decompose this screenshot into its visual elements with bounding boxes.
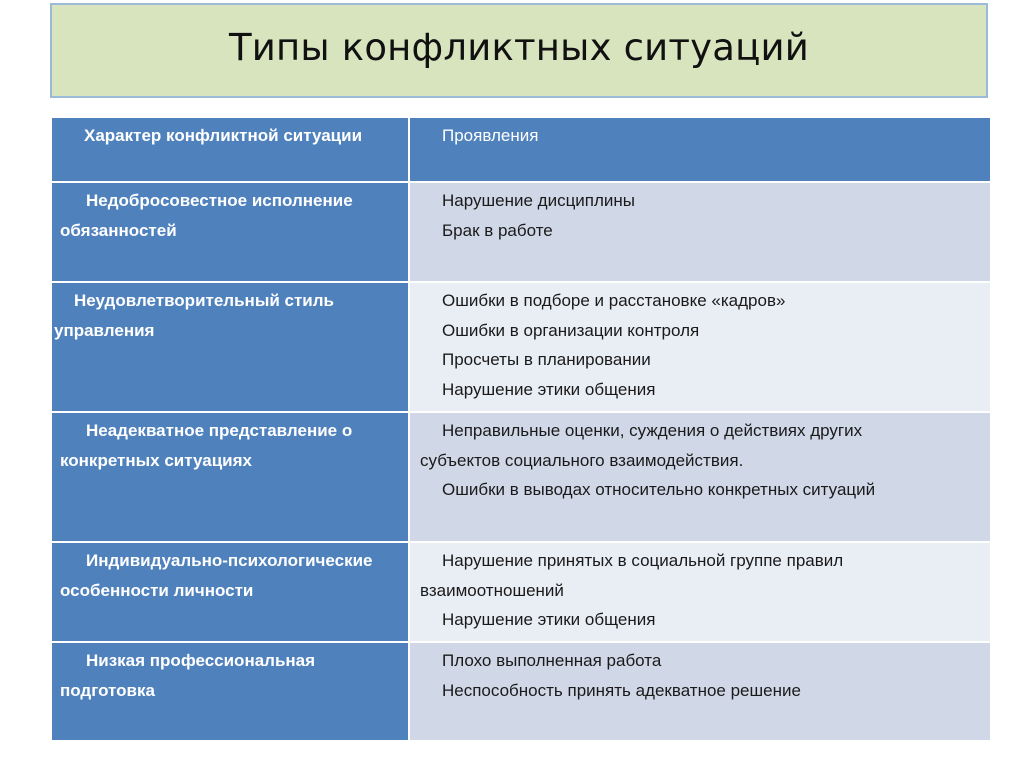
cause-text: обязанностей xyxy=(60,220,177,240)
cause-text: особенности личности xyxy=(60,580,254,600)
table-row xyxy=(51,412,991,542)
cause-text: Низкая профессиональная xyxy=(86,651,316,670)
table-row xyxy=(51,642,991,741)
manifestation-item: Неспособность принять адекватное решение xyxy=(442,680,801,700)
manifestation-item: субъектов социального взаимодействия. xyxy=(420,450,744,470)
manifestation-item: Брак в работе xyxy=(442,220,553,240)
manifestations-cell xyxy=(409,412,991,542)
cause-text: Недобросовестное исполнение xyxy=(86,191,353,210)
manifestation-item: Нарушение принятых в социальной группе правил xyxy=(442,551,844,570)
manifestation-item: взаимоотношений xyxy=(420,580,564,600)
manifestation-item: Просчеты в планировании xyxy=(442,350,651,369)
manifestations-cell xyxy=(409,542,991,642)
manifestation-item: Нарушение этики общения xyxy=(442,379,656,399)
cause-cell xyxy=(51,182,409,282)
manifestations-cell xyxy=(409,282,991,412)
manifestations-cell xyxy=(409,182,991,282)
cause-text: управления xyxy=(54,320,155,340)
table-header-row xyxy=(51,117,991,182)
page-title: Типы конфликтных ситуаций xyxy=(228,26,810,69)
manifestation-item: Плохо выполненная работа xyxy=(442,651,662,670)
header-manifestations: Проявления xyxy=(409,117,991,182)
cause-text: Индивидуально-психологические xyxy=(86,551,373,570)
manifestation-item: Ошибки в подборе и расстановке «кадров» xyxy=(442,291,786,310)
manifestation-item: Нарушение дисциплины xyxy=(442,191,636,210)
cause-text: Неадекватное представление о xyxy=(86,421,353,440)
manifestations-cell xyxy=(409,642,991,741)
cause-cell xyxy=(51,542,409,642)
cause-cell xyxy=(51,642,409,741)
table-row xyxy=(51,542,991,642)
header-cause: Характер конфликтной ситуации xyxy=(51,117,409,182)
table-row xyxy=(51,182,991,282)
cause-text: Неудовлетворительный стиль xyxy=(74,291,334,310)
cause-text: конкретных ситуациях xyxy=(60,450,252,470)
table-row xyxy=(51,282,991,412)
manifestation-item: Неправильные оценки, суждения о действиях других xyxy=(442,421,863,440)
title-box xyxy=(50,3,988,98)
manifestation-item: Ошибки в выводах относительно конкретных ситуаций xyxy=(442,480,876,499)
manifestation-item: Нарушение этики общения xyxy=(442,610,656,629)
manifestation-item: Ошибки в организации контроля xyxy=(442,320,700,340)
conflict-types-table xyxy=(50,116,992,742)
cause-text: подготовка xyxy=(60,680,155,700)
cause-cell xyxy=(51,412,409,542)
cause-cell xyxy=(51,282,409,412)
